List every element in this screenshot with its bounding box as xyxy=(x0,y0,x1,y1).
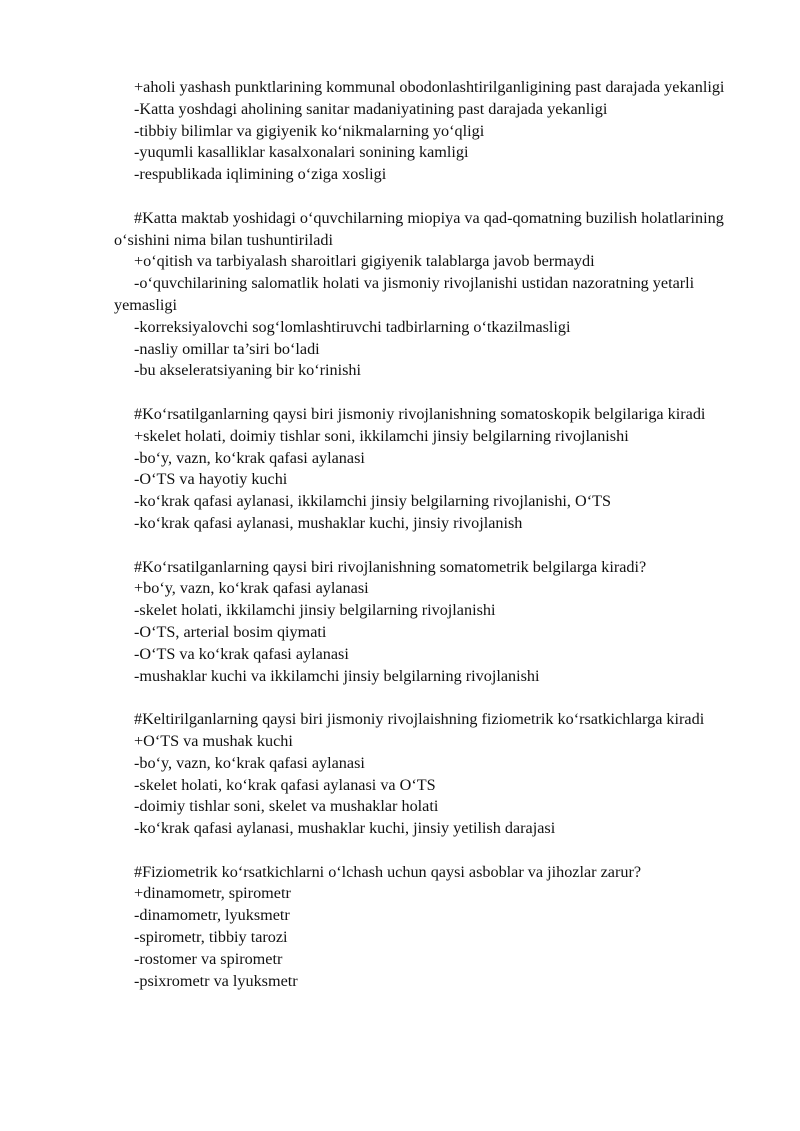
answer-option: -skelet holati, ko‘krak qafasi aylanasi va O‘TS xyxy=(134,775,436,794)
answer-option-correct: +bo‘y, vazn, ko‘krak qafasi aylanasi xyxy=(134,579,369,598)
answer-option: -tibbiy bilimlar va gigiyenik ko‘nikmalarning yo‘qligi xyxy=(134,121,485,140)
question-block xyxy=(114,208,744,382)
question-text: #Keltirilganlarning qaysi biri jismoniy rivojlaishning fiziometrik ko‘rsatkichlarga kiradi xyxy=(134,710,705,729)
answer-option: -korreksiyalovchi sog‘lomlashtiruvchi tadbirlarning o‘tkazilmasligi xyxy=(134,317,571,336)
question-text: #Ko‘rsatilganlarning qaysi biri rivojlanishning somatometrik belgilarga kiradi? xyxy=(134,557,647,576)
answer-option: -skelet holati, ikkilamchi jinsiy belgilarning rivojlanishi xyxy=(134,601,496,620)
answer-option-correct: +O‘TS va mushak kuchi xyxy=(134,731,293,750)
answer-option: -respublikada iqlimining o‘ziga xosligi xyxy=(134,165,387,184)
answer-option: -O‘TS, arterial bosim qiymati xyxy=(134,622,327,641)
question-block xyxy=(114,404,744,535)
answer-option: -bo‘y, vazn, ko‘krak qafasi aylanasi xyxy=(134,448,365,467)
answer-option: -bo‘y, vazn, ko‘krak qafasi aylanasi xyxy=(134,753,365,772)
answer-option: -O‘TS va ko‘krak qafasi aylanasi xyxy=(134,644,349,663)
answer-option: -mushaklar kuchi va ikkilamchi jinsiy belgilarning rivojlanishi xyxy=(134,666,540,685)
answer-option: -nasliy omillar ta’siri bo‘ladi xyxy=(134,339,320,358)
answer-option: -ko‘krak qafasi aylanasi, mushaklar kuchi, jinsiy rivojlanish xyxy=(134,513,523,532)
question-block xyxy=(114,862,744,993)
answer-option: -yuqumli kasalliklar kasalxonalari sonining kamligi xyxy=(134,143,469,162)
answer-option-correct: +o‘qitish va tarbiyalash sharoitlari gigiyenik talablarga javob bermaydi xyxy=(134,252,595,271)
answer-option: -dinamometr, lyuksmetr xyxy=(134,906,290,925)
question-block xyxy=(114,709,744,840)
answer-option: -o‘quvchilarining salomatlik holati va jismoniy rivojlanishi ustidan nazoratning yetarli yemasligi xyxy=(114,274,695,314)
question-block xyxy=(114,557,744,688)
answer-option-correct: +dinamometr, spirometr xyxy=(134,884,291,903)
question-text: #Fiziometrik ko‘rsatkichlarni o‘lchash uchun qaysi asboblar va jihozlar zarur? xyxy=(134,862,642,881)
question-block xyxy=(114,77,744,186)
answer-option: -rostomer va spirometr xyxy=(134,949,283,968)
answer-option: -spirometr, tibbiy tarozi xyxy=(134,928,288,947)
answer-option: -ko‘krak qafasi aylanasi, mushaklar kuchi, jinsiy yetilish darajasi xyxy=(134,819,556,838)
answer-option: -psixrometr va lyuksmetr xyxy=(134,971,298,990)
answer-option: -Katta yoshdagi aholining sanitar madaniyatining past darajada yekanligi xyxy=(134,99,608,118)
question-text: #Ko‘rsatilganlarning qaysi biri jismoniy rivojlanishning somatoskopik belgilariga kiradi xyxy=(134,404,706,423)
answer-option-correct: +skelet holati, doimiy tishlar soni, ikkilamchi jinsiy belgilarning rivojlanishi xyxy=(134,426,629,445)
answer-option-correct: +aholi yashash punktlarining kommunal obodonlashtirilganligining past darajada yekanligi xyxy=(134,78,725,96)
answer-option: -doimiy tishlar soni, skelet va mushaklar holati xyxy=(134,797,439,816)
question-text: #Katta maktab yoshidagi o‘quvchilarning miopiya va qad-qomatning buzilish holatlarining o‘sishini nima bilan tushuntiriladi xyxy=(114,208,724,249)
answer-option: -O‘TS va hayotiy kuchi xyxy=(134,470,288,489)
document-text xyxy=(114,77,744,1014)
answer-option: -ko‘krak qafasi aylanasi, ikkilamchi jinsiy belgilarning rivojlanishi, O‘TS xyxy=(134,492,611,511)
answer-option: -bu akseleratsiyaning bir ko‘rinishi xyxy=(134,361,362,380)
